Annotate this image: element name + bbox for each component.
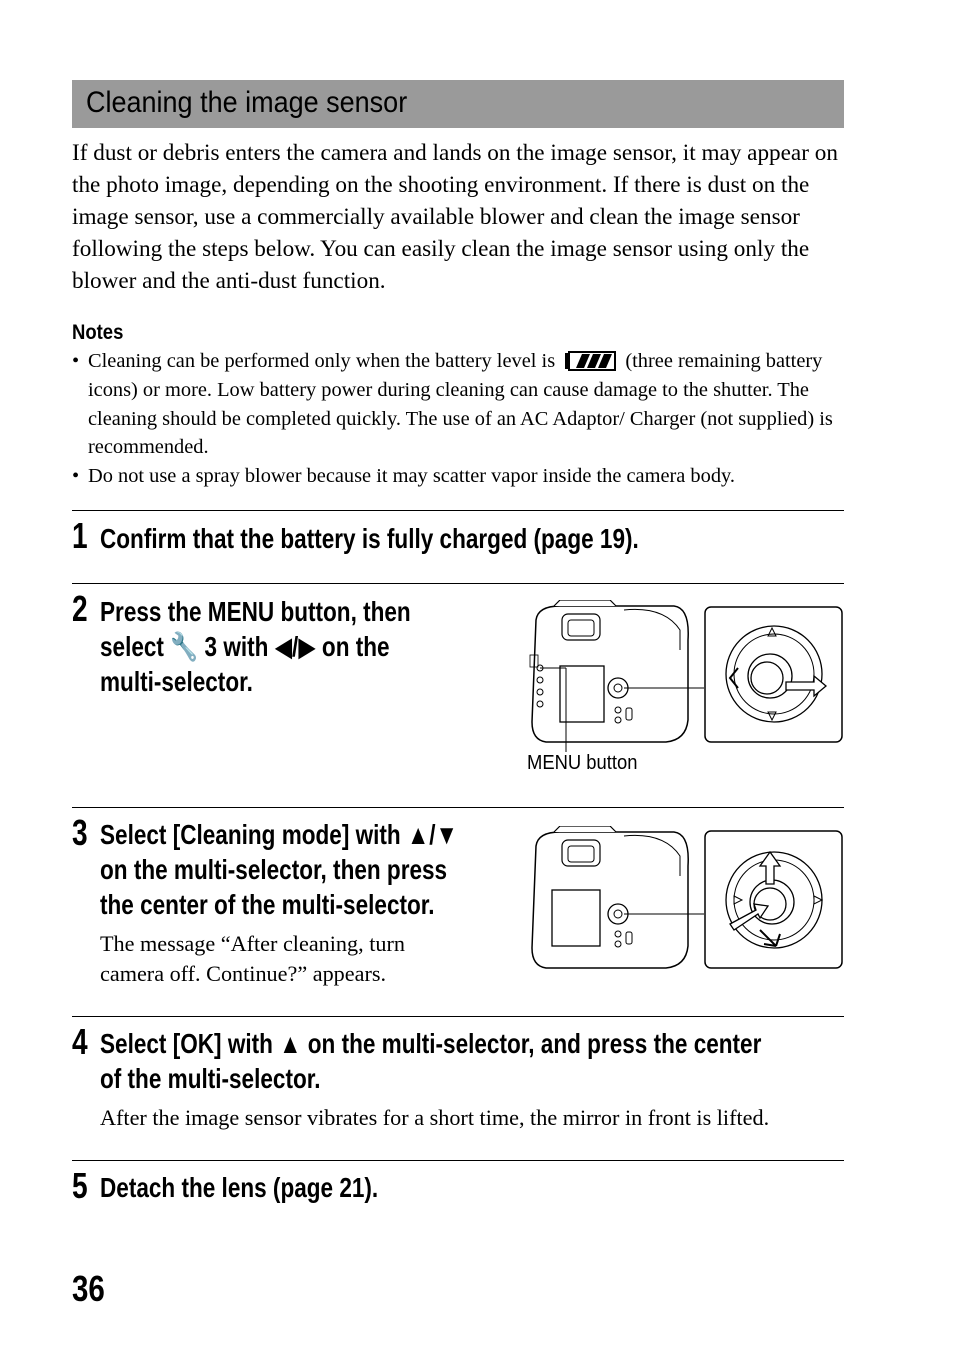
section-header-bar — [72, 80, 844, 128]
step-3-body-line: camera off. Continue?” appears. — [100, 961, 387, 986]
divider-step-1 — [72, 510, 844, 511]
note-battery-after: (three remaining battery icons) or more. Low battery power during cleaning can cause damage to the shutter. The cleaning should be completed quickly. The use of an AC Adaptor/ Charger (not supplied) is recommended. — [88, 350, 833, 459]
step-3-body-line: The message “After cleaning, turn — [100, 931, 405, 956]
step-3-line: the center of the multi-selector. — [100, 889, 435, 920]
divider-step-3 — [72, 807, 844, 808]
step-1-number: 1 — [72, 515, 88, 556]
note-spray-text: Do not use a spray blower because it may scatter vapor inside the camera body. — [88, 465, 735, 488]
divider-step-2 — [72, 583, 844, 584]
menu-button-label: MENU button — [527, 752, 638, 774]
intro-paragraph — [72, 137, 852, 297]
step-4-number: 4 — [72, 1021, 88, 1062]
step-2-number: 2 — [72, 588, 88, 629]
step-3-number: 3 — [72, 812, 88, 853]
step-4-body — [100, 1103, 769, 1133]
notes-list — [72, 347, 847, 491]
notes-heading: Notes — [72, 321, 124, 344]
step-5-number: 5 — [72, 1165, 88, 1206]
page-number: 36 — [72, 1268, 105, 1309]
camera-back-illustration-2 — [524, 826, 846, 972]
note-battery-before: Cleaning can be performed only when the battery level is — [88, 350, 556, 372]
step-4-line: Select [OK] with ▲ on the multi-selector, and press the center — [100, 1028, 762, 1059]
battery-three-bars-icon — [564, 351, 616, 371]
step-2-instruction — [100, 594, 411, 699]
step-1-line: Confirm that the battery is fully charged (page 19). — [100, 523, 639, 554]
step-2-line: multi-selector. — [100, 666, 253, 697]
step-2-line: select 🔧 3 with ◀/▶ on the — [100, 631, 390, 662]
divider-step-5 — [72, 1160, 844, 1161]
section-title: Cleaning the image sensor — [86, 86, 408, 119]
step-5-instruction — [100, 1170, 378, 1205]
step-3-line: Select [Cleaning mode] with ▲/▼ — [100, 819, 458, 850]
step-2-line: Press the MENU button, then — [100, 596, 411, 627]
step-4-line: of the multi-selector. — [100, 1063, 321, 1094]
step-3-line: on the multi-selector, then press — [100, 854, 448, 885]
intro-text: If dust or debris enters the camera and lands on the image sensor, it may appear on the photo image, depending on the shooting environment. If there is dust on the image sensor, use a commercially available blower and clean the image sensor following the steps below. You can easily clean the image sensor using only the blower and the anti-dust function. — [72, 140, 838, 294]
step-5-line: Detach the lens (page 21). — [100, 1172, 379, 1203]
step-3-body — [100, 929, 405, 989]
step-3-instruction — [100, 817, 458, 922]
note-item-battery: • Cleaning can be performed only when the battery level is (three remaining battery icons) or more. Low battery power during cleaning can cause damage to the shutter. The cleaning should be completed quickly. The use of an AC Adaptor/ Charger (not supplied) is recommended. — [72, 350, 833, 459]
divider-step-4 — [72, 1016, 844, 1017]
step-4-instruction — [100, 1026, 761, 1096]
step-1-instruction — [100, 521, 639, 556]
camera-back-illustration — [524, 600, 846, 752]
note-item-spray: • Do not use a spray blower because it may scatter vapor inside the camera body. — [72, 465, 735, 488]
step-4-body-line: After the image sensor vibrates for a short time, the mirror in front is lifted. — [100, 1105, 770, 1130]
